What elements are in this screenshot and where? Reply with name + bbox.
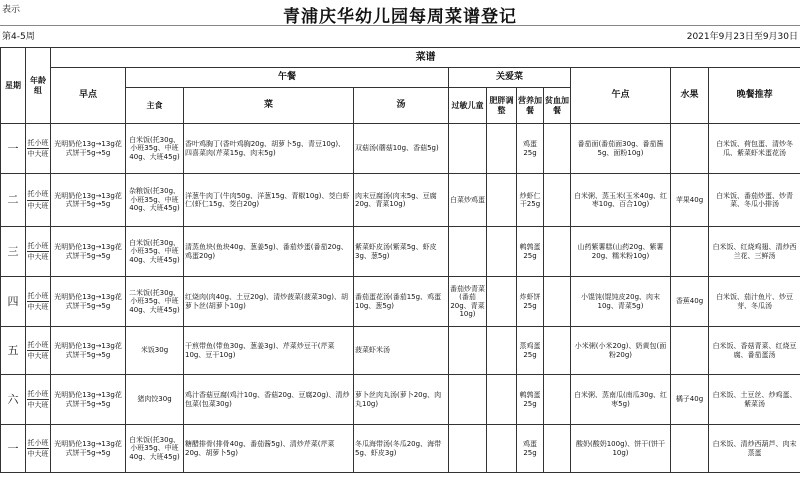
age-cell (26, 124, 51, 174)
fruit-cell (671, 227, 709, 277)
anemia-cell (544, 227, 571, 277)
header-fruit: 水果 (671, 68, 709, 124)
obese-cell (487, 327, 517, 375)
dish-cell: 干煎带鱼(带鱼30g、葱姜3g)、芹菜炒豆干(芹菜10g、豆干10g) (184, 327, 354, 375)
dinner-cell: 白米饭、红烧鸡翅、清炒西兰花、三鲜汤 (709, 227, 800, 277)
fruit-cell (671, 124, 709, 174)
menu-row (1, 124, 800, 174)
header-anemia: 贫血加餐 (544, 88, 571, 124)
age-group: 托小班 (27, 340, 49, 351)
fruit-cell: 橘子40g (671, 375, 709, 425)
obese-cell (487, 174, 517, 227)
age-group: 托小班 (27, 291, 49, 302)
breakfast-cell: 光明奶伦13g→13g花式饼干5g→5g (51, 375, 126, 425)
dinner-cell: 白米饭、番茄炒蛋、炒青菜、冬瓜小排汤 (709, 174, 800, 227)
soup-cell: 萝卜丝肉丸汤(萝卜20g、肉丸10g) (354, 375, 449, 425)
allergy-cell (449, 327, 487, 375)
page-title: 青浦庆华幼儿园每周菜谱登记 (283, 7, 517, 27)
day-cell: 六 (1, 375, 26, 425)
header-care: 关爱菜 (449, 68, 571, 88)
soup-cell: 双菇汤(蘑菇10g、香菇5g) (354, 124, 449, 174)
snack-cell: 小馄饨(馄饨皮20g、肉末10g、青菜5g) (571, 277, 671, 327)
age-group: 中大班 (27, 401, 49, 409)
header-soup: 汤 (354, 88, 449, 124)
soup-cell: 冬瓜海带汤(冬瓜20g、海带5g、虾皮3g) (354, 425, 449, 473)
anemia-cell (544, 277, 571, 327)
dinner-cell: 白米饭、清炒西葫芦、肉末蒸蛋 (709, 425, 800, 473)
nutri-cell: 鸡蛋25g (517, 124, 544, 174)
age-group: 中大班 (27, 352, 49, 360)
header-lunch: 午餐 (126, 68, 449, 88)
age-cell (26, 277, 51, 327)
nutri-cell: 鹌鹑蛋25g (517, 227, 544, 277)
age-cell (26, 174, 51, 227)
corner-label: 表示 (2, 5, 21, 15)
day-cell: 一 (1, 124, 26, 174)
obese-cell (487, 277, 517, 327)
allergy-cell (449, 375, 487, 425)
header-dinner: 晚餐推荐 (709, 68, 800, 124)
staple-cell: 二米饭(托30g、小班35g、中班40g、大班45g) (126, 277, 184, 327)
age-group: 托小班 (27, 138, 49, 149)
day-cell: 一 (1, 425, 26, 473)
fruit-cell: 苹果40g (671, 174, 709, 227)
age-cell (26, 327, 51, 375)
staple-cell: 猪肉饺30g (126, 375, 184, 425)
header-day: 星期 (1, 48, 26, 124)
nutri-cell: 鹌鹑蛋25g (517, 375, 544, 425)
staple-cell: 白米饭(托30g、小班35g、中班40g、大班45g) (126, 425, 184, 473)
fruit-cell (671, 327, 709, 375)
dish-cell: 清蒸鱼块(鱼块40g、葱姜5g)、番茄炒蛋(番茄20g、鸡蛋20g) (184, 227, 354, 277)
snack-cell: 番茄面(番茄面30g、番茄酱5g、面粉10g) (571, 124, 671, 174)
age-cell (26, 375, 51, 425)
menu-row (1, 327, 800, 375)
day-cell: 三 (1, 227, 26, 277)
menu-row (1, 375, 800, 425)
snack-cell: 小米粥(小米20g)、奶黄包(面粉20g) (571, 327, 671, 375)
menu-row (1, 277, 800, 327)
menu-row (1, 425, 800, 473)
header-menu-label: 菜谱 (415, 51, 436, 63)
title-divider (0, 25, 800, 26)
age-group: 托小班 (27, 389, 49, 400)
age-cell (26, 227, 51, 277)
age-group: 中大班 (27, 253, 49, 261)
fruit-cell (671, 425, 709, 473)
day-cell: 五 (1, 327, 26, 375)
obese-cell (487, 375, 517, 425)
header-snack: 午点 (571, 68, 671, 124)
dish-cell: 红烧肉(肉40g、土豆20g)、清炒菠菜(菠菜30g)、胡萝卜丝(胡萝卜10g) (184, 277, 354, 327)
nutri-cell: 炒虾仁干25g (517, 174, 544, 227)
allergy-cell (449, 425, 487, 473)
anemia-cell (544, 124, 571, 174)
nutri-cell: 炸虾饼25g (517, 277, 544, 327)
allergy-cell (449, 227, 487, 277)
header-obese: 肥胖调整 (487, 88, 517, 124)
age-cell (26, 425, 51, 473)
breakfast-cell: 光明奶伦13g→13g花式饼干5g→5g (51, 174, 126, 227)
date-range: 2021年9月23日至9月30日 (686, 32, 798, 42)
age-group: 中大班 (27, 201, 49, 210)
age-group: 托小班 (27, 438, 49, 449)
anemia-cell (544, 327, 571, 375)
menu-table (0, 47, 800, 473)
staple-cell: 白米饭(托30g、小班35g、中班40g、大班45g) (126, 124, 184, 174)
soup-cell: 番茄蛋花汤(番茄15g、鸡蛋10g、葱5g) (354, 277, 449, 327)
snack-cell: 白米粥、蒸南瓜(南瓜30g、红枣5g) (571, 375, 671, 425)
soup-cell: 肉末豆腐汤(肉末5g、豆腐20g、青菜10g) (354, 174, 449, 227)
header-age: 年龄组 (26, 48, 51, 124)
dish-cell: 糖醋排骨(排骨40g、番茄酱5g)、清炒芹菜(芹菜20g、胡萝卜5g) (184, 425, 354, 473)
soup-cell: 紫菜虾皮汤(紫菜5g、虾皮3g、葱5g) (354, 227, 449, 277)
dinner-cell: 白米饭、土豆丝、炒鸡蛋、紫菜汤 (709, 375, 800, 425)
dish-cell: 香叶鸡胸丁(香叶鸡胸20g、胡萝卜5g、青豆10g)、四喜菜肉(芹菜15g、肉末5g) (184, 124, 354, 174)
anemia-cell (544, 174, 571, 227)
age-group: 中大班 (27, 303, 49, 311)
dinner-cell: 白米饭、荷包蛋、清炒冬瓜、紫菜虾米蛋花汤 (709, 124, 800, 174)
staple-cell: 白米饭(托30g、小班35g、中班40g、大班45g) (126, 227, 184, 277)
snack-cell: 白米粥、蒸玉米(玉米40g、红枣10g、百合10g) (571, 174, 671, 227)
header-staple: 主食 (126, 88, 184, 124)
age-group: 中大班 (27, 150, 49, 158)
dinner-cell: 白米饭、茄汁鱼片、炒豆芽、冬瓜汤 (709, 277, 800, 327)
allergy-cell: 番茄炒青菜(番茄20g、青菜10g) (449, 277, 487, 327)
snack-cell: 酸奶(酸奶100g)、饼干(饼干10g) (571, 425, 671, 473)
anemia-cell (544, 425, 571, 473)
obese-cell (487, 227, 517, 277)
age-group: 托小班 (27, 189, 49, 200)
breakfast-cell: 光明奶伦13g→13g花式饼干5g→5g (51, 327, 126, 375)
obese-cell (487, 124, 517, 174)
allergy-cell (449, 124, 487, 174)
age-group: 中大班 (27, 450, 49, 458)
allergy-cell: 白菜炒鸡蛋 (449, 174, 487, 227)
breakfast-cell: 光明奶伦13g→13g花式饼干5g→5g (51, 124, 126, 174)
age-group: 托小班 (27, 241, 49, 252)
week-label: 第4-5周 (2, 32, 35, 42)
anemia-cell (544, 375, 571, 425)
header-allergy: 过敏儿童 (449, 88, 487, 124)
header-menu (51, 48, 800, 68)
breakfast-cell: 光明奶伦13g→13g花式饼干5g→5g (51, 227, 126, 277)
menu-row (1, 174, 800, 227)
day-cell: 四 (1, 277, 26, 327)
staple-cell: 杂粮饭(托30g、小班35g、中班40g、大班45g) (126, 174, 184, 227)
day-cell: 二 (1, 174, 26, 227)
nutri-cell: 鸡蛋25g (517, 425, 544, 473)
header-breakfast: 早点 (51, 68, 126, 124)
staple-cell: 米饭30g (126, 327, 184, 375)
dish-cell: 鸡汁香菇豆腐(鸡汁10g、香菇20g、豆腐20g)、清炒包菜(包菜30g) (184, 375, 354, 425)
dinner-cell: 白米饭、香菇青菜、红烧豆腐、番茄蛋汤 (709, 327, 800, 375)
obese-cell (487, 425, 517, 473)
nutri-cell: 蒸鸡蛋25g (517, 327, 544, 375)
fruit-cell: 香蕉40g (671, 277, 709, 327)
menu-body (1, 124, 800, 473)
header-dish: 菜 (184, 88, 354, 124)
dish-cell: 洋葱牛肉丁(牛肉50g、洋葱15g、青椒10g)、茭白虾仁(虾仁15g、茭白20g) (184, 174, 354, 227)
header-nutri: 营养加餐 (517, 88, 544, 124)
snack-cell: 山药紫薯糕(山药20g、紫薯20g、糯米粉10g) (571, 227, 671, 277)
breakfast-cell: 光明奶伦13g→13g花式饼干5g→5g (51, 277, 126, 327)
menu-row (1, 227, 800, 277)
soup-cell: 菠菜虾米汤 (354, 327, 449, 375)
breakfast-cell: 光明奶伦13g→13g花式饼干5g→5g (51, 425, 126, 473)
